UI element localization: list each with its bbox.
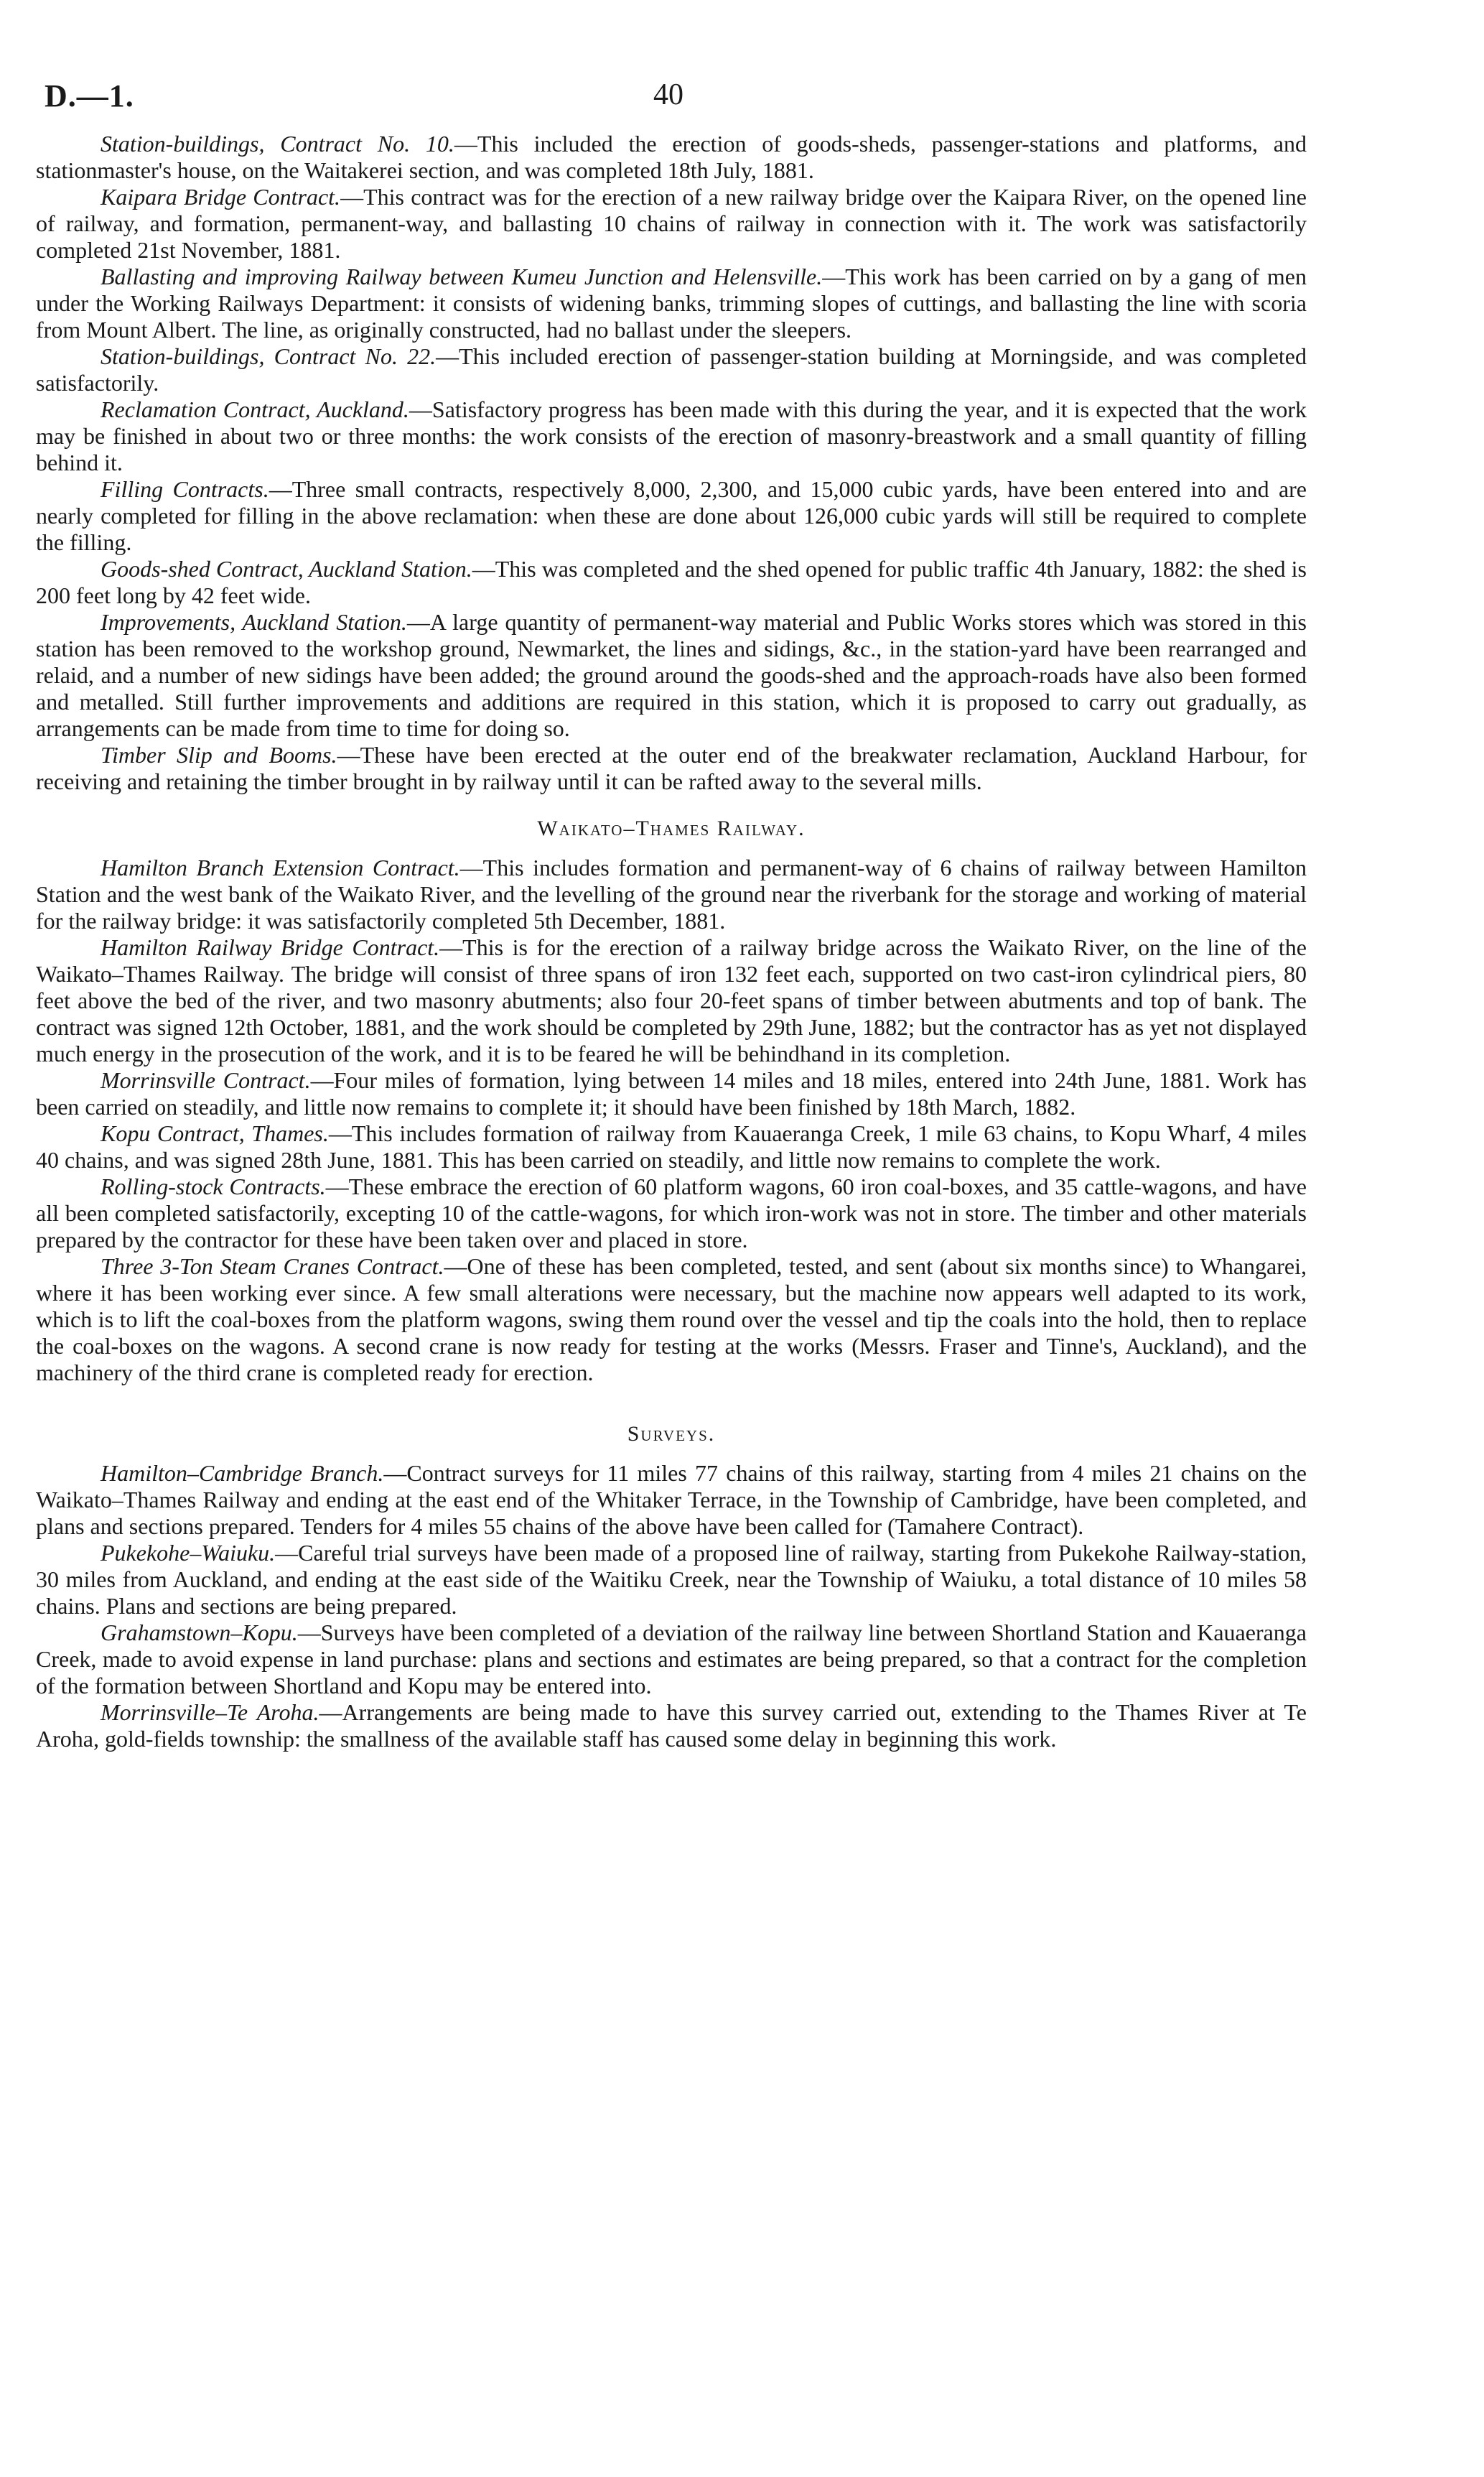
- paragraph-hamilton-cambridge: [36, 1460, 1307, 1540]
- paragraph-lead: Kopu Contract, Thames.: [101, 1120, 329, 1146]
- paragraph-lead: Hamilton–Cambridge Branch.: [101, 1460, 384, 1486]
- paragraph-grahamstown-kopu: [36, 1619, 1307, 1699]
- paragraph-text: —One of these has been completed, tested, and sent (about six months since) to Whangarei, where it has been working ever since. A few small alterations were necessary, but the machine now appears well adapted to its work, which is to lift the coal-boxes from the platform wagons, swing them round over the vessel and tip the coals into the hold, then to replace the coal-boxes on the wagons. A second crane is now ready for testing at the works (Messrs. Fraser and Tinne's, Auckland), and the machinery of the third crane is completed ready for erection.: [36, 1253, 1307, 1385]
- paragraph-station-buildings-22: [36, 343, 1307, 396]
- paragraph-text: —This includes formation of railway from Kauaeranga Creek, 1 mile 63 chains, to Kopu Wharf, 4 miles 40 chains, and was signed 28th June, 1881. This has been carried on steadily, and little now remains to complete the work.: [36, 1120, 1307, 1173]
- paragraph-lead: Morrinsville Contract.: [101, 1067, 311, 1093]
- page-number: 40: [653, 78, 683, 111]
- paragraph-lead: Reclamation Contract, Auckland.: [101, 396, 409, 422]
- paragraph-text: —Three small contracts, respectively 8,000, 2,300, and 15,000 cubic yards, have been entered into and are nearly completed for filling in the above reclamation: when these are done about 126,000 cubic yards will still be required to complete the filling.: [36, 476, 1307, 555]
- paragraph-lead: Morrinsville–Te Aroha.: [101, 1699, 319, 1725]
- paragraph-lead: Pukekohe–Waiuku.: [101, 1540, 276, 1566]
- paragraph-text: —These have been erected at the outer end of the breakwater reclamation, Auckland Harbour, for receiving and retaining the timber brought in by railway until it can be rafted away to the several mills.: [36, 742, 1307, 794]
- paragraph-hamilton-bridge: [36, 934, 1307, 1067]
- paragraph-lead: Improvements, Auckland Station.: [101, 609, 407, 635]
- paragraph-goods-shed: [36, 556, 1307, 609]
- section-heading-waikato-thames: Waikato–Thames Railway.: [537, 817, 806, 840]
- paragraph-morrinsville-te-aroha: [36, 1699, 1307, 1752]
- paragraph-text: —This contract was for the erection of a new railway bridge over the Kaipara River, on the opened line of railway, and formation, permanent-way, and ballasting 10 chains of railway in connection with it. The work was satisfactorily completed 21st November, 1881.: [36, 184, 1307, 263]
- paragraph-lead: Filling Contracts.: [101, 476, 269, 502]
- paragraph-lead: Kaipara Bridge Contract.: [101, 184, 341, 210]
- paragraph-hamilton-branch: [36, 855, 1307, 934]
- paragraph-lead: Goods-shed Contract, Auckland Station.: [101, 556, 472, 582]
- paragraph-text: —This included the erection of goods-sheds, passenger-stations and platforms, and stationmaster's house, on the Waitakerei section, and was completed 18th July, 1881.: [36, 131, 1307, 183]
- paragraph-text: —Four miles of formation, lying between 14 miles and 18 miles, entered into 24th June, 1881. Work has been carried on steadily, and little now remains to complete it; it should have been finished by 18th March, 1882.: [36, 1067, 1307, 1120]
- paragraph-text: —This is for the erection of a railway bridge across the Waikato River, on the line of the Waikato–Thames Railway. The bridge will consist of three spans of iron 132 feet each, supported on two cast-iron cylindrical piers, 80 feet above the bed of the river, and two masonry abutments; also four 20-feet spans of timber between abutments and top of bank. The contract was signed 12th October, 1881, and the work should be completed by 29th June, 1882; but the contractor has as yet not displayed much energy in the prosecution of the work, and it is to be feared he will be behindhand in its completion.: [36, 934, 1307, 1066]
- paragraph-timber-slip: [36, 742, 1307, 795]
- paragraph-reclamation: [36, 396, 1307, 476]
- document-reference: D.—1.: [45, 78, 134, 113]
- paragraph-kaipara-bridge: [36, 184, 1307, 264]
- paragraph-rolling-stock: [36, 1174, 1307, 1253]
- paragraph-lead: Station-buildings, Contract No. 22.: [101, 343, 437, 369]
- paragraph-steam-cranes: [36, 1253, 1307, 1386]
- paragraph-text: —This includes formation and permanent-way of 6 chains of railway between Hamilton Station and the west bank of the Waikato River, and the levelling of the ground near the riverbank for the storage and working of material for the railway bridge: it was satisfactorily completed 5th December, 1881.: [36, 855, 1307, 934]
- paragraph-text: —Careful trial surveys have been made of a proposed line of railway, starting from Pukekohe Railway-station, 30 miles from Auckland, and ending at the east side of the Waitiku Creek, near the Township of Waiuku, a total distance of 10 miles 58 chains. Plans and sections are being prepared.: [36, 1540, 1307, 1619]
- body-text: [36, 131, 1307, 1752]
- paragraph-station-buildings-10: [36, 131, 1307, 184]
- paragraph-text: —Surveys have been completed of a deviation of the railway line between Shortland Station and Kauaeranga Creek, made to avoid expense in land purchase: plans and sections and estimates are being prepared, so that a contract for the completion of the formation between Shortland and Kopu may be entered into.: [36, 1619, 1307, 1698]
- paragraph-text: —Satisfactory progress has been made with this during the year, and it is expected that the work may be finished in about two or three months: the work consists of the erection of masonry-breastwork and a small quantity of filling behind it.: [36, 396, 1307, 475]
- paragraph-lead: Rolling-stock Contracts.: [101, 1174, 326, 1199]
- paragraph-text: —These embrace the erection of 60 platform wagons, 60 iron coal-boxes, and 35 cattle-wagons, and have all been completed satisfactorily, excepting 10 of the cattle-wagons, for which iron-work was not in store. The timber and other materials prepared by the contractor for these have been taken over and placed in store.: [36, 1174, 1307, 1253]
- paragraph-morrinsville: [36, 1067, 1307, 1120]
- paragraph-lead: Hamilton Railway Bridge Contract.: [101, 934, 440, 960]
- paragraph-filling-contracts: [36, 476, 1307, 556]
- paragraph-kopu: [36, 1120, 1307, 1174]
- paragraph-lead: Ballasting and improving Railway between Kumeu Junction and Helensville.: [101, 264, 823, 289]
- paragraph-lead: Timber Slip and Booms.: [101, 742, 337, 768]
- document-page: [36, 57, 1307, 2427]
- paragraph-pukekohe-waiuku: [36, 1540, 1307, 1619]
- paragraph-improvements: [36, 609, 1307, 742]
- paragraph-lead: Hamilton Branch Extension Contract.: [101, 855, 460, 880]
- paragraph-text: —Arrangements are being made to have this survey carried out, extending to the Thames River at Te Aroha, gold-fields township: the smallness of the available staff has caused some delay in beginning this work.: [36, 1699, 1307, 1752]
- paragraph-text: —This included erection of passenger-station building at Morningside, and was completed satisfactorily.: [36, 343, 1307, 396]
- paragraph-text: —Contract surveys for 11 miles 77 chains of this railway, starting from 4 miles 21 chains on the Waikato–Thames Railway and ending at the east end of the Whitaker Terrace, in the Township of Cambridge, have been completed, and plans and sections prepared. Tenders for 4 miles 55 chains of the above have been called for (Tamahere Contract).: [36, 1460, 1307, 1539]
- paragraph-ballasting: [36, 264, 1307, 343]
- paragraph-text: —A large quantity of permanent-way material and Public Works stores which was stored in this station has been removed to the workshop ground, Newmarket, the lines and sidings, &c., in the station-yard have been rearranged and relaid, and a number of new sidings have been added; the ground around the goods-shed and the approach-roads have also been formed and metalled. Still further improvements and additions are required in this station, which it is proposed to carry out gradually, as arrangements can be made from time to time for doing so.: [36, 609, 1307, 741]
- paragraph-lead: Grahamstown–Kopu.: [101, 1619, 298, 1645]
- paragraph-text: —This work has been carried on by a gang of men under the Working Railways Department: it consists of widening banks, trimming slopes of cuttings, and ballasting the line with scoria from Mount Albert. The line, as originally constructed, had no ballast under the sleepers.: [36, 264, 1307, 343]
- paragraph-lead: Three 3-Ton Steam Cranes Contract.: [101, 1253, 444, 1279]
- paragraph-lead: Station-buildings, Contract No. 10.: [101, 131, 454, 157]
- section-heading-surveys: Surveys.: [627, 1422, 716, 1446]
- paragraph-text: —This was completed and the shed opened for public traffic 4th January, 1882: the shed is 200 feet long by 42 feet wide.: [36, 556, 1307, 608]
- page-header: [36, 57, 1307, 115]
